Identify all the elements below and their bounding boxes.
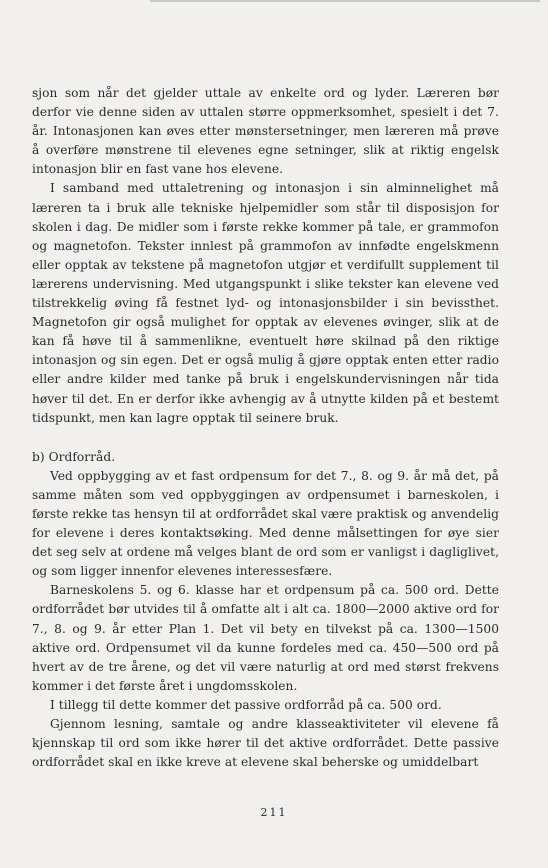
page-number: 211	[260, 806, 288, 819]
page-edge-shadow	[150, 0, 540, 2]
paragraph-passive-ordforrad: I tillegg til dette kommer det passive ordforråd på ca. 500 ord.	[50, 697, 442, 712]
paragraph-lesning: Gjennom lesning, samtale og andre klasseaktiviteter vil elevene få kjennskap til ord som ikke hører til det aktive ordforrådet. Dette passive ordforrådet skal en ikke kreve at elevene skal beherske og umiddelbart	[32, 717, 499, 770]
paragraph-continuation: sjon som når det gjelder uttale av enkelte ord og lyder. Læreren bør derfor vie denne siden av uttalen større oppmerksomhet, spesielt i det 7. år. Intonasjonen kan øves etter mønstersetninger, men læreren må prøve å overføre mønstrene til elevenes egne setninger, slik at riktig engelsk intonasjon blir en fast vane hos elevene.	[32, 86, 499, 177]
paragraph-ordpensum: Ved oppbygging av et fast ordpensum for det 7., 8. og 9. år må det, på samme måten som ved oppbyggingen av ordpensumet i barneskolen, i første rekke tas hensyn til at ordforrådet skal være praktisk og anvendelig for elevene i deres kontaktsøking. Med denne målsettingen for øye sier det seg selv at ordene må velges blant de ord som er vanligst i dagliglivet, og som ligger innenfor elevenes interessesfære.	[32, 468, 499, 579]
section-heading-ordforrad: b) Ordforråd.	[32, 449, 116, 464]
paragraph-barneskolens: Barneskolens 5. og 6. klasse har et ordpensum på ca. 500 ord. Dette ordforrådet bør utvides til å omfatte alt i alt ca. 1800—2000 aktive ord for 7., 8. og 9. år etter Plan 1. Det vil bety en tilvekst på ca. 1300—1500 aktive ord. Ordpensumet vil da kunne fordeles med ca. 450—500 ord på hvert av de tre årene, og det vil være naturlig at ord med størst frekvens kommer i det første året i ungdomsskolen.	[32, 583, 499, 693]
body-text	[32, 84, 499, 772]
paragraph-uttaletrening: I samband med uttaletrening og intonasjon i sin alminnelighet må læreren ta i bruk alle tekniske hjelpemidler som står til disposisjon for skolen i dag. De midler som i første rekke kommer på tale, er grammofon og magnetofon. Tekster innlest på grammofon av innfødte engelskmenn eller opptak av tekstene på magnetofon utgjør et verdifullt supplement til lærerens undervisning. Med utgangspunkt i slike tekster kan elevene ved tilstrekkelig øving få festnet lyd- og intonasjonsbilder i sin bevissthet. Magnetofon gir også mulighet for opptak av elevenes øvinger, slik at de kan få høve til å sammenlikne, eventuelt høre skilnad på den riktige intonasjon og sin egen. Det er også mulig å gjøre opptak enten etter radio eller andre kilder med tanke på bruk i engelskundervisningen når tida høver til det. En er derfor ikke avhengig av å utnytte kilden på et bestemt tidspunkt, men kan lagre opptak til seinere bruk.	[32, 181, 499, 425]
